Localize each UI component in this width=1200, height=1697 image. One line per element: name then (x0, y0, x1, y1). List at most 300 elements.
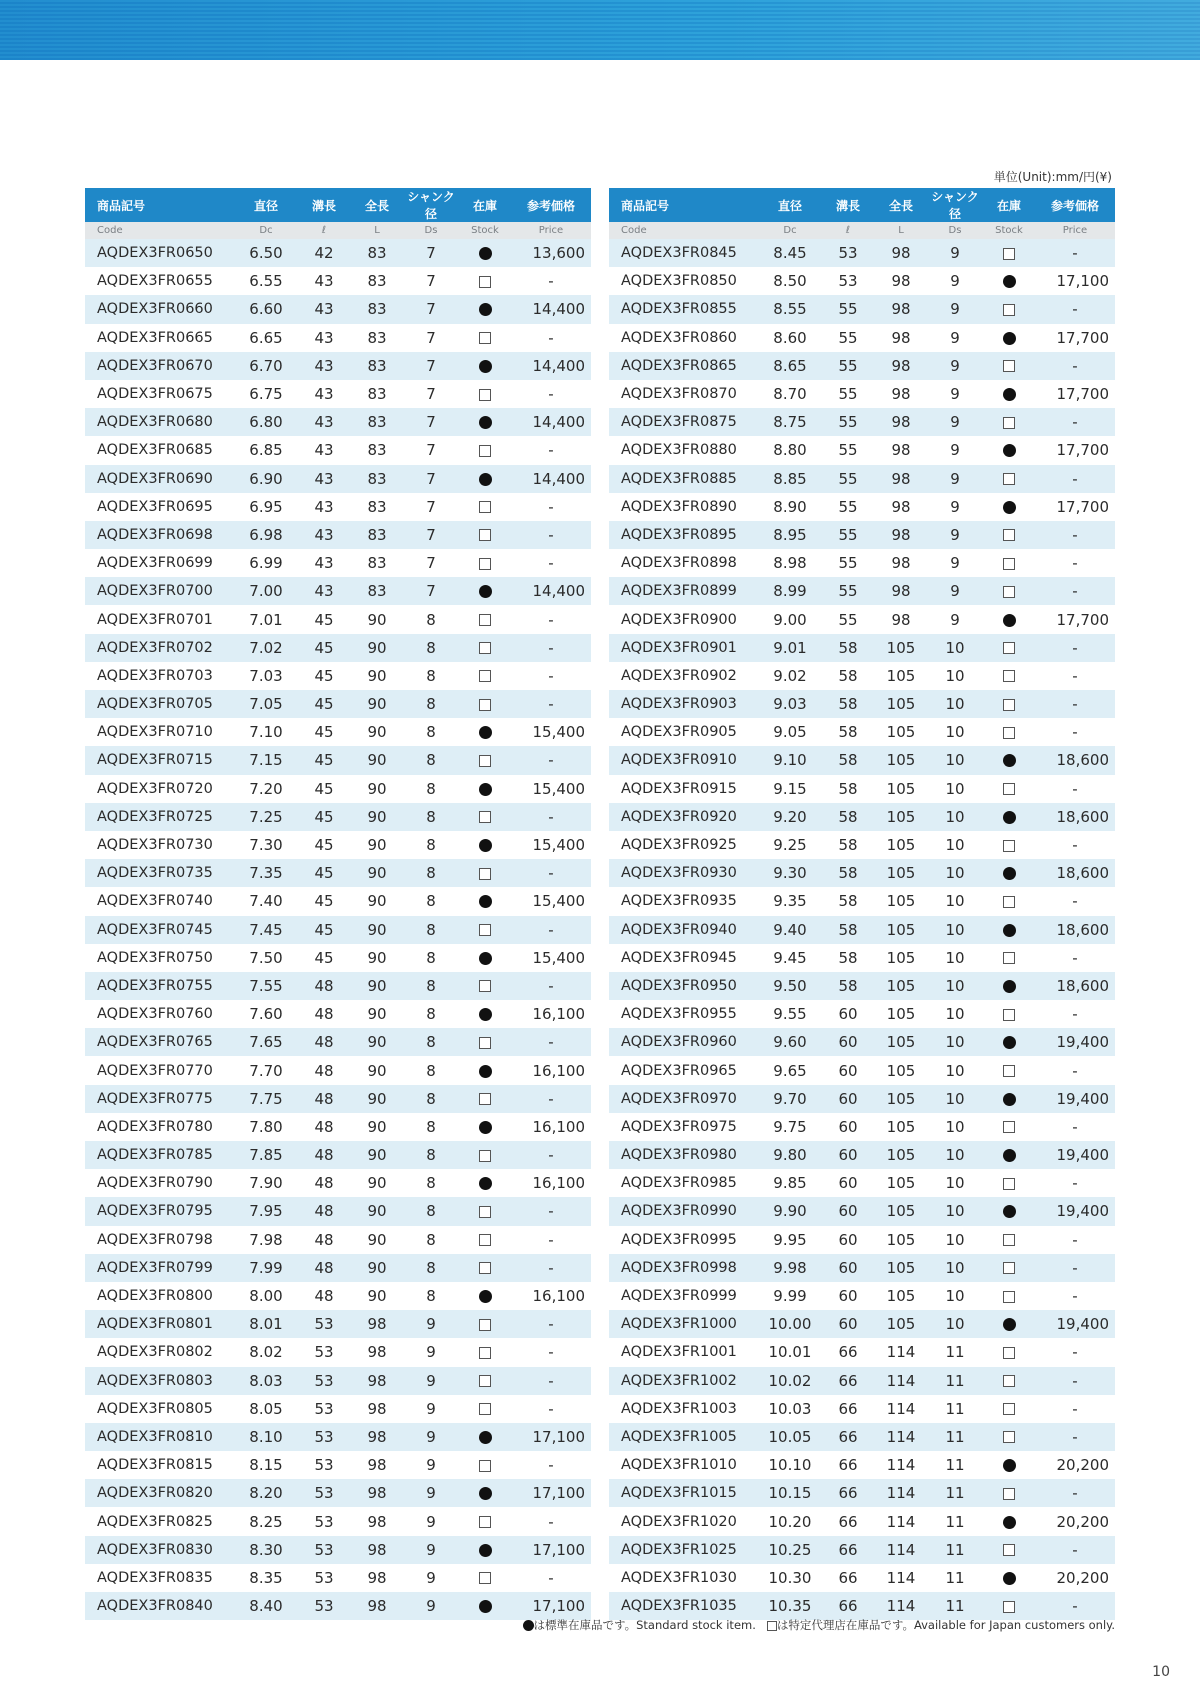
header-price: 参考価格 (1035, 188, 1115, 222)
cell-price: - (511, 634, 591, 662)
table-row (609, 1367, 1115, 1395)
cell-code: AQDEX3FR1025 (609, 1536, 759, 1564)
standard-stock-icon (479, 1600, 492, 1613)
cell-length: 114 (886, 1512, 916, 1531)
cell-dc: 10.00 (759, 1310, 821, 1338)
cell-length: 83 (367, 441, 387, 460)
cell-length: 114 (886, 1343, 916, 1362)
cell-length: 90 (351, 1197, 403, 1225)
japan-stock-icon (479, 389, 491, 401)
table-row (85, 352, 591, 380)
cell-stock (983, 972, 1035, 1000)
cell-stock (459, 1254, 511, 1282)
japan-stock-icon (1003, 529, 1015, 541)
cell-dc: 8.60 (773, 328, 807, 347)
cell-stock (983, 803, 1035, 831)
cell-stock (459, 549, 511, 577)
cell-dc: 6.60 (235, 295, 297, 323)
cell-length: 83 (351, 239, 403, 267)
cell-length: 105 (875, 746, 927, 774)
cell-code: AQDEX3FR0860 (621, 329, 737, 346)
cell-stock (459, 239, 511, 267)
cell-length: 98 (367, 1512, 387, 1531)
cell-price: 15,400 (532, 836, 585, 855)
cell-price: 14,400 (511, 352, 591, 380)
cell-stock (459, 718, 511, 746)
table-row (85, 1282, 591, 1310)
cell-flute-length: 43 (314, 497, 334, 516)
table-row (85, 1226, 591, 1254)
cell-stock (459, 1085, 511, 1113)
cell-code: AQDEX3FR0810 (85, 1423, 235, 1451)
table-row (85, 1197, 591, 1225)
cell-flute-length: 60 (838, 1230, 858, 1249)
cell-length: 98 (891, 554, 911, 573)
standard-stock-icon (479, 416, 492, 429)
japan-stock-icon (479, 1403, 491, 1415)
legend-japan-text: は特定代理店在庫品です。Available for Japan customers only. (776, 1618, 1115, 1632)
standard-stock-icon (1003, 388, 1016, 401)
cell-dc: 9.75 (773, 1117, 807, 1136)
cell-shank: 9 (426, 1343, 436, 1362)
cell-code: AQDEX3FR0665 (97, 329, 213, 346)
standard-stock-icon (1003, 1036, 1016, 1049)
standard-stock-icon (1003, 924, 1016, 937)
cell-price: - (548, 385, 554, 404)
cell-price: - (548, 554, 554, 573)
cell-stock (983, 239, 1035, 267)
cell-length: 90 (351, 916, 403, 944)
cell-price: 17,700 (1056, 610, 1109, 629)
cell-shank: 11 (945, 1399, 965, 1418)
cell-code: AQDEX3FR0699 (97, 555, 213, 572)
cell-dc: 8.75 (759, 408, 821, 436)
cell-shank: 8 (403, 803, 459, 831)
cell-code: AQDEX3FR1020 (621, 1513, 737, 1530)
cell-flute-length: 48 (297, 1141, 351, 1169)
standard-stock-icon (1003, 1149, 1016, 1162)
cell-flute-length: 45 (297, 803, 351, 831)
cell-flute-length: 60 (821, 1197, 875, 1225)
cell-dc: 10.20 (768, 1512, 812, 1531)
cell-code: AQDEX3FR0903 (609, 690, 759, 718)
cell-flute-length: 55 (821, 521, 875, 549)
cell-length: 83 (351, 352, 403, 380)
cell-dc: 9.65 (773, 1061, 807, 1080)
cell-code: AQDEX3FR0975 (621, 1118, 737, 1135)
cell-shank: 9 (950, 328, 960, 347)
cell-flute-length: 43 (297, 465, 351, 493)
cell-code: AQDEX3FR0815 (97, 1457, 213, 1474)
cell-code: AQDEX3FR0898 (621, 555, 737, 572)
cell-stock (983, 1056, 1035, 1084)
cell-price: 14,400 (511, 408, 591, 436)
japan-stock-icon (479, 1150, 491, 1162)
cell-length: 105 (875, 1085, 927, 1113)
header-flute-length: 溝長 (297, 188, 351, 222)
cell-flute-length: 43 (297, 521, 351, 549)
cell-shank: 8 (426, 948, 436, 967)
cell-stock (459, 859, 511, 887)
cell-code: AQDEX3FR0830 (85, 1536, 235, 1564)
cell-length: 98 (351, 1536, 403, 1564)
table-row (85, 1085, 591, 1113)
cell-stock (459, 916, 511, 944)
cell-length: 105 (886, 1061, 916, 1080)
cell-shank: 7 (426, 441, 436, 460)
cell-price: - (548, 1343, 554, 1362)
cell-code: AQDEX3FR1010 (621, 1457, 737, 1474)
japan-stock-icon (479, 1375, 491, 1387)
cell-shank: 10 (945, 1174, 965, 1193)
cell-shank: 7 (426, 554, 436, 573)
cell-code: AQDEX3FR0980 (609, 1141, 759, 1169)
cell-flute-length: 48 (314, 1005, 334, 1024)
table-row (85, 634, 591, 662)
cell-stock (459, 1395, 511, 1423)
cell-dc: 9.85 (773, 1174, 807, 1193)
cell-stock (459, 690, 511, 718)
header-shank: シャンク径 (403, 188, 459, 222)
cell-code: AQDEX3FR0985 (621, 1175, 737, 1192)
cell-shank: 8 (403, 859, 459, 887)
table-row (609, 1395, 1115, 1423)
cell-length: 98 (891, 272, 911, 291)
cell-shank: 8 (426, 1287, 436, 1306)
subheader-stock: Stock (983, 222, 1035, 239)
subheader-flute-length: ℓ (297, 222, 351, 239)
cell-shank: 8 (426, 1005, 436, 1024)
cell-dc: 8.01 (235, 1310, 297, 1338)
cell-length: 114 (875, 1423, 927, 1451)
table-row (609, 718, 1115, 746)
cell-flute-length: 58 (821, 803, 875, 831)
cell-length: 105 (875, 972, 927, 1000)
cell-price: 18,600 (1035, 972, 1115, 1000)
cell-flute-length: 43 (314, 272, 334, 291)
table-row (609, 1451, 1115, 1479)
cell-length: 105 (875, 634, 927, 662)
cell-price: - (1035, 1592, 1115, 1620)
cell-flute-length: 66 (821, 1423, 875, 1451)
cell-code: AQDEX3FR0915 (621, 780, 737, 797)
japan-stock-icon (1003, 1234, 1015, 1246)
cell-stock (983, 831, 1035, 859)
japan-stock-icon (1003, 1403, 1015, 1415)
cell-length: 105 (886, 666, 916, 685)
cell-stock (459, 1028, 511, 1056)
cell-flute-length: 45 (314, 836, 334, 855)
table-row (609, 1423, 1115, 1451)
japan-stock-icon (1003, 1291, 1015, 1303)
cell-code: AQDEX3FR0820 (85, 1479, 235, 1507)
cell-flute-length: 43 (314, 441, 334, 460)
cell-code: AQDEX3FR0902 (621, 667, 737, 684)
table-row (609, 1254, 1115, 1282)
table-row (609, 324, 1115, 352)
cell-shank: 8 (426, 1117, 436, 1136)
cell-flute-length: 58 (838, 948, 858, 967)
table-row (85, 944, 591, 972)
cell-dc: 10.25 (759, 1536, 821, 1564)
standard-stock-icon (479, 360, 492, 373)
cell-price: - (548, 497, 554, 516)
cell-dc: 9.98 (759, 1254, 821, 1282)
cell-price: 17,100 (511, 1592, 591, 1620)
cell-dc: 6.75 (249, 385, 283, 404)
standard-stock-icon (1003, 1093, 1016, 1106)
cell-code: AQDEX3FR0740 (97, 893, 213, 910)
cell-flute-length: 43 (297, 352, 351, 380)
table-row (609, 972, 1115, 1000)
cell-price: 17,700 (1056, 385, 1109, 404)
cell-flute-length: 60 (821, 1028, 875, 1056)
cell-shank: 9 (927, 295, 983, 323)
cell-code: AQDEX3FR0805 (97, 1400, 213, 1417)
cell-stock (459, 324, 511, 352)
table-row (609, 352, 1115, 380)
standard-stock-icon (479, 783, 492, 796)
japan-stock-icon (1003, 670, 1015, 682)
cell-dc: 7.80 (249, 1117, 283, 1136)
cell-price: - (1072, 1061, 1078, 1080)
cell-flute-length: 60 (821, 1141, 875, 1169)
cell-length: 98 (367, 1456, 387, 1475)
cell-stock (983, 1085, 1035, 1113)
cell-length: 98 (351, 1367, 403, 1395)
cell-code: AQDEX3FR0803 (85, 1367, 235, 1395)
cell-shank: 9 (950, 497, 960, 516)
cell-price: - (548, 1568, 554, 1587)
cell-code: AQDEX3FR0855 (609, 295, 759, 323)
cell-flute-length: 48 (314, 1061, 334, 1080)
table-row (85, 718, 591, 746)
cell-flute-length: 45 (314, 948, 334, 967)
cell-dc: 7.00 (235, 577, 297, 605)
cell-price: 17,700 (1056, 441, 1109, 460)
cell-dc: 7.02 (235, 634, 297, 662)
cell-stock (459, 1000, 511, 1028)
cell-shank: 8 (426, 779, 436, 798)
product-table-left (85, 188, 591, 1620)
cell-stock (459, 408, 511, 436)
japan-stock-icon (479, 1262, 491, 1274)
cell-dc: 8.70 (773, 385, 807, 404)
cell-stock (983, 465, 1035, 493)
cell-code: AQDEX3FR0798 (97, 1231, 213, 1248)
cell-flute-length: 48 (297, 1197, 351, 1225)
cell-code: AQDEX3FR0780 (97, 1118, 213, 1135)
cell-code: AQDEX3FR0870 (621, 386, 737, 403)
cell-shank: 10 (945, 1117, 965, 1136)
table-row (609, 493, 1115, 521)
cell-shank: 9 (426, 1399, 436, 1418)
cell-dc: 9.80 (759, 1141, 821, 1169)
cell-stock (459, 1197, 511, 1225)
standard-stock-icon (479, 895, 492, 908)
cell-stock (459, 1338, 511, 1366)
cell-dc: 6.85 (249, 441, 283, 460)
cell-length: 90 (367, 1287, 387, 1306)
table-row (609, 1536, 1115, 1564)
table-row (85, 831, 591, 859)
cell-code: AQDEX3FR0745 (85, 916, 235, 944)
cell-length: 90 (367, 836, 387, 855)
cell-price: 16,100 (532, 1061, 585, 1080)
cell-stock (983, 887, 1035, 915)
cell-stock (983, 1592, 1035, 1620)
cell-code: AQDEX3FR0685 (97, 442, 213, 459)
cell-dc: 6.95 (249, 497, 283, 516)
cell-length: 90 (367, 1230, 387, 1249)
subheader-price: Price (1035, 222, 1115, 239)
cell-shank: 8 (426, 723, 436, 742)
cell-length: 98 (367, 1343, 387, 1362)
cell-price: - (548, 666, 554, 685)
cell-dc: 7.60 (249, 1005, 283, 1024)
table-row (609, 859, 1115, 887)
cell-shank: 7 (403, 577, 459, 605)
japan-stock-icon (1003, 1065, 1015, 1077)
table-row (85, 690, 591, 718)
cell-code: AQDEX3FR0875 (609, 408, 759, 436)
cell-stock (983, 436, 1035, 464)
cell-shank: 9 (927, 521, 983, 549)
cell-flute-length: 66 (821, 1367, 875, 1395)
cell-price: - (1072, 1005, 1078, 1024)
cell-shank: 9 (927, 465, 983, 493)
table-row (85, 746, 591, 774)
cell-dc: 6.50 (235, 239, 297, 267)
table-row (85, 1367, 591, 1395)
cell-dc: 7.50 (249, 948, 283, 967)
subheader-dc: Dc (759, 222, 821, 239)
cell-shank: 8 (403, 1085, 459, 1113)
cell-length: 90 (351, 972, 403, 1000)
cell-stock (459, 1113, 511, 1141)
cell-length: 105 (886, 948, 916, 967)
table-row (85, 1310, 591, 1338)
cell-price: - (1035, 521, 1115, 549)
cell-code: AQDEX3FR0901 (609, 634, 759, 662)
cell-code: AQDEX3FR0845 (609, 239, 759, 267)
cell-length: 90 (367, 1174, 387, 1193)
table-row (609, 1226, 1115, 1254)
table-row (609, 380, 1115, 408)
cell-shank: 8 (426, 892, 436, 911)
cell-length: 105 (886, 779, 916, 798)
cell-dc: 7.40 (249, 892, 283, 911)
cell-price: 16,100 (532, 1005, 585, 1024)
cell-stock (459, 436, 511, 464)
standard-stock-icon (523, 1620, 534, 1631)
cell-length: 98 (875, 295, 927, 323)
table-row (85, 1479, 591, 1507)
cell-stock (459, 887, 511, 915)
cell-code: AQDEX3FR0795 (85, 1197, 235, 1225)
cell-price: - (1035, 690, 1115, 718)
cell-length: 83 (367, 385, 387, 404)
subheader-code: Code (609, 222, 759, 239)
header-dc: 直径 (759, 188, 821, 222)
cell-dc: 6.99 (249, 554, 283, 573)
subheader-price: Price (511, 222, 591, 239)
cell-length: 90 (367, 666, 387, 685)
japan-stock-icon (479, 529, 491, 541)
cell-stock (983, 746, 1035, 774)
table-row (609, 267, 1115, 295)
cell-length: 98 (351, 1479, 403, 1507)
cell-price: - (511, 1310, 591, 1338)
cell-flute-length: 66 (838, 1456, 858, 1475)
cell-flute-length: 53 (297, 1423, 351, 1451)
cell-length: 105 (886, 836, 916, 855)
cell-code: AQDEX3FR0990 (609, 1197, 759, 1225)
cell-flute-length: 45 (297, 746, 351, 774)
cell-price: 20,200 (1056, 1456, 1109, 1475)
cell-code: AQDEX3FR0660 (85, 295, 235, 323)
cell-dc: 8.30 (235, 1536, 297, 1564)
table-row (85, 1141, 591, 1169)
cell-length: 83 (351, 465, 403, 493)
cell-shank: 10 (927, 1141, 983, 1169)
table-row (609, 605, 1115, 633)
cell-length: 98 (875, 239, 927, 267)
cell-code: AQDEX3FR0655 (97, 273, 213, 290)
cell-dc: 9.99 (773, 1287, 807, 1306)
cell-flute-length: 66 (821, 1536, 875, 1564)
cell-shank: 9 (927, 239, 983, 267)
cell-price: 17,100 (511, 1479, 591, 1507)
cell-length: 105 (875, 859, 927, 887)
cell-dc: 9.25 (773, 836, 807, 855)
cell-price: 15,400 (532, 779, 585, 798)
cell-stock (983, 1169, 1035, 1197)
header-price: 参考価格 (511, 188, 591, 222)
cell-length: 114 (886, 1568, 916, 1587)
cell-stock (983, 1367, 1035, 1395)
cell-code: AQDEX3FR0760 (97, 1006, 213, 1023)
subheader-code: Code (85, 222, 235, 239)
cell-dc: 7.05 (235, 690, 297, 718)
cell-shank: 9 (950, 441, 960, 460)
cell-stock (983, 1479, 1035, 1507)
table-row (609, 887, 1115, 915)
cell-dc: 8.98 (773, 554, 807, 573)
cell-price: - (1035, 239, 1115, 267)
table-body-right (609, 239, 1115, 1620)
cell-flute-length: 58 (821, 634, 875, 662)
cell-price: - (511, 916, 591, 944)
table-row (85, 1423, 591, 1451)
cell-shank: 7 (403, 295, 459, 323)
cell-code: AQDEX3FR1035 (609, 1592, 759, 1620)
cell-length: 105 (886, 1005, 916, 1024)
header-shank: シャンク径 (927, 188, 983, 222)
japan-stock-icon (1003, 1544, 1015, 1556)
cell-code: AQDEX3FR0725 (85, 803, 235, 831)
top-banner (0, 0, 1200, 60)
cell-shank: 10 (945, 1287, 965, 1306)
cell-flute-length: 43 (314, 328, 334, 347)
cell-dc: 9.20 (759, 803, 821, 831)
cell-code: AQDEX3FR0885 (609, 465, 759, 493)
cell-price: 19,400 (1035, 1197, 1115, 1225)
cell-stock (983, 1197, 1035, 1225)
cell-price: 14,400 (511, 295, 591, 323)
cell-shank: 10 (927, 1085, 983, 1113)
cell-length: 105 (875, 803, 927, 831)
